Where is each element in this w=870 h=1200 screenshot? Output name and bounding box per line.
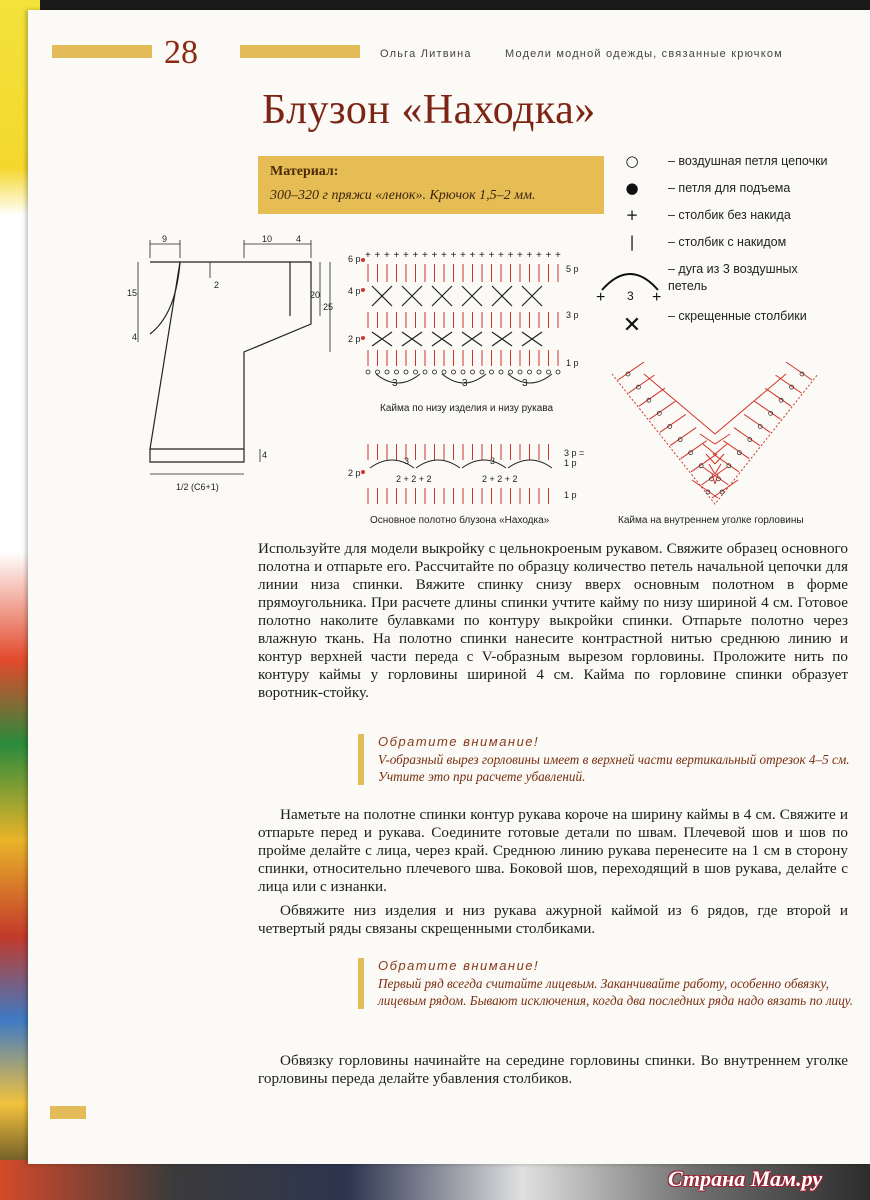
svg-text:3: 3	[404, 456, 410, 466]
svg-text:+: +	[652, 289, 662, 306]
dc-stitch	[700, 434, 715, 444]
turning-dot	[361, 288, 365, 292]
arc-chain	[416, 460, 460, 468]
chain-stitch	[423, 370, 427, 374]
svg-text:2 + 2 + 2: 2 + 2 + 2	[396, 474, 432, 484]
cross-stitch	[432, 286, 452, 306]
cross-stitch	[402, 332, 422, 346]
svg-text:3: 3	[490, 456, 496, 466]
cross-stitch	[462, 332, 482, 346]
svg-text:20: 20	[310, 290, 321, 300]
svg-text:15: 15	[127, 288, 138, 298]
cross-stitch	[522, 332, 542, 346]
cross-stitch	[372, 332, 392, 346]
svg-text:4: 4	[262, 450, 268, 460]
footer-bar	[50, 1106, 86, 1119]
plus-stitch: +	[441, 250, 447, 261]
svg-text:2 р: 2 р	[348, 334, 361, 344]
plus-stitch: +	[555, 250, 561, 261]
dc-stitch	[628, 375, 654, 393]
chart-main-fabric	[346, 438, 586, 510]
inner-edge-line	[644, 374, 786, 434]
dc-stitch	[670, 428, 696, 446]
legend-item-arc: – дуга из 3 воздушных петель	[668, 262, 798, 293]
legend-item-chain: ○ – воздушная петля цепочки	[620, 152, 850, 174]
header-bar-right	[240, 45, 360, 58]
cross-stitch	[372, 286, 392, 306]
plus-stitch: +	[374, 250, 381, 261]
pattern-diagram	[126, 234, 338, 500]
svg-text:1/2 (С6+1): 1/2 (С6+1)	[176, 482, 219, 492]
dc-stitch	[618, 362, 644, 380]
dc-stitch	[660, 414, 686, 432]
dc-stitch	[639, 388, 665, 406]
svg-text:2: 2	[214, 280, 220, 290]
chain-stitch	[537, 370, 541, 374]
outer-edge-line	[612, 374, 818, 504]
chain-stitch	[471, 370, 475, 374]
svg-text:3: 3	[627, 289, 634, 303]
plus-stitch: +	[412, 250, 419, 261]
dc-stitch	[776, 375, 802, 393]
plus-stitch: +	[450, 250, 457, 261]
chain-stitch	[490, 370, 494, 374]
plus-stitch: +	[403, 250, 409, 261]
chain-stitch	[518, 370, 522, 374]
legend-item-turning: ● – петля для подъема	[620, 179, 850, 201]
open-circle-icon: ○	[625, 152, 639, 170]
turning-dot	[361, 470, 365, 474]
cross-stitch	[462, 286, 482, 306]
plus-stitch: +	[517, 250, 523, 261]
svg-text:1 р: 1 р	[564, 490, 577, 500]
cross-icon: ✕	[622, 313, 642, 338]
arc-chain	[508, 460, 552, 468]
svg-text:1 р: 1 р	[564, 458, 577, 468]
dc-stitch	[765, 388, 791, 406]
svg-text:3: 3	[392, 378, 398, 389]
plus-stitch: +	[431, 250, 438, 261]
watermark-logo: Страна Мам.ру	[668, 1166, 823, 1191]
note-box-2	[358, 958, 868, 1009]
note-box-1	[358, 734, 868, 785]
chain-stitch	[442, 370, 446, 374]
chain-stitch	[414, 370, 418, 374]
svg-text:2 р: 2 р	[348, 468, 361, 478]
chart-edge-border	[346, 246, 586, 396]
dc-stitch	[734, 428, 760, 446]
plus-stitch: +	[460, 250, 466, 261]
plus-stitch: +	[498, 250, 504, 261]
dc-stitch	[691, 454, 717, 472]
header-bar-left	[52, 45, 152, 58]
chain-stitch	[509, 370, 513, 374]
material-text: 300–320 г пряжи «ленок». Крючок 1,5–2 мм.	[270, 188, 536, 203]
svg-text:4: 4	[296, 234, 302, 244]
neckline-curve	[150, 262, 180, 334]
header-book-title: Модели модной одежды, связанные крючком	[505, 48, 783, 60]
legend-item-dc: | – столбик с накидом	[620, 233, 850, 255]
chain-stitch	[528, 370, 532, 374]
caption-edge-chart: Кайма по низу изделия и низу рукава	[380, 403, 554, 414]
plus-stitch: +	[365, 250, 371, 261]
svg-text:9: 9	[162, 234, 168, 244]
turning-dot	[361, 258, 365, 262]
dc-stitch	[713, 454, 739, 472]
plus-stitch: +	[393, 250, 400, 261]
chain-stitch	[366, 370, 370, 374]
dc-stitch	[715, 454, 724, 464]
cross-stitch	[492, 286, 512, 306]
svg-text:+: +	[596, 289, 606, 306]
chain-stitch	[376, 370, 380, 374]
plus-stitch: +	[384, 250, 390, 261]
dc-stitch	[786, 362, 812, 380]
svg-text:3 р =: 3 р =	[564, 448, 585, 458]
turning-dot	[361, 336, 365, 340]
cross-stitch	[522, 286, 542, 306]
svg-text:2 + 2 + 2: 2 + 2 + 2	[482, 474, 518, 484]
caption-main-chart: Основное полотно блузона «Находка»	[370, 515, 550, 526]
plus-stitch: +	[469, 250, 476, 261]
plus-stitch: +	[422, 250, 428, 261]
cross-stitch	[432, 332, 452, 346]
material-label: Материал:	[270, 164, 339, 179]
plus-stitch: +	[479, 250, 485, 261]
arc-chain	[462, 460, 506, 468]
svg-text:1 р: 1 р	[566, 358, 579, 368]
page-title: Блузон «Находка»	[262, 87, 596, 133]
chain-stitch	[499, 370, 503, 374]
material-box	[258, 156, 604, 214]
plus-stitch: +	[507, 250, 514, 261]
paragraph-instructions-2: Наметьте на полотне спинки контур рукава короче на ширину каймы в 4 см. Свяжите и отпарьте перед и рукава. Соедините готовые детали по швам. Плечевой шов и шов по пройме делайте с лица, через край. Среднюю линию рукава перенесите на 1 см в сторону спинки, относительно плечевого шва. Боковой шов, переходящий в шов рукава, делайте с лица или с изнанки.	[258, 806, 848, 895]
legend-item-cross: ✕ – скрещенные столбики	[620, 307, 850, 329]
chain-stitch	[433, 370, 437, 374]
svg-text:10: 10	[262, 234, 273, 244]
dc-stitch	[703, 444, 715, 454]
arc-symbol-icon	[590, 262, 670, 308]
arc-chain	[508, 374, 552, 383]
page-number: 28	[164, 34, 198, 71]
cross-stitch	[492, 332, 512, 346]
caption-neck-chart: Кайма на внутреннем уголке горловины	[618, 515, 804, 526]
plus-icon: +	[625, 206, 639, 224]
svg-text:3: 3	[522, 378, 528, 389]
legend-item-sc: + – столбик без накида	[620, 206, 850, 228]
chart-neck-corner	[604, 354, 826, 514]
header-author: Ольга Литвина	[380, 48, 472, 60]
chain-stitch	[452, 370, 456, 374]
arc-chain	[376, 374, 420, 383]
plus-stitch: +	[526, 250, 533, 261]
note-title: Обратите внимание!	[378, 958, 540, 973]
dc-stitch	[706, 454, 715, 464]
note-title: Обратите внимание!	[378, 734, 540, 749]
chain-stitch	[547, 370, 551, 374]
plus-stitch: +	[536, 250, 542, 261]
note-text: Первый ряд всегда считайте лицевым. Заканчивайте работу, особенно обвязку, лицевым рядом. Бывают исключения, когда два последних ряда надо вязать по лицу.	[378, 976, 854, 1008]
dc-stitch	[723, 441, 749, 459]
svg-text:3: 3	[462, 378, 468, 389]
chain-stitch	[404, 370, 408, 374]
dot-icon: ●	[625, 179, 639, 197]
chain-stitch	[480, 370, 484, 374]
svg-text:6 р: 6 р	[348, 254, 361, 264]
bar-icon: |	[629, 233, 635, 251]
chain-stitch	[556, 370, 560, 374]
chain-stitch	[461, 370, 465, 374]
svg-text:25: 25	[323, 302, 334, 312]
dc-stitch	[744, 414, 770, 432]
plus-stitch: +	[488, 250, 495, 261]
chain-stitch	[385, 370, 389, 374]
paragraph-instructions-4: Обвязку горловины начинайте на середине горловины спинки. Во внутреннем уголке горловины переда делайте убавления столбиков.	[258, 1052, 848, 1087]
svg-text:4: 4	[132, 332, 138, 342]
paragraph-instructions-3: Обвяжите низ изделия и низ рукава ажурной каймой из 6 рядов, где второй и четвертый ряды связаны скрещенными столбиками.	[258, 902, 848, 937]
dc-stitch	[649, 401, 675, 419]
paragraph-instructions-1: Используйте для модели выкройку с цельнокроеным рукавом. Свяжите образец основного полотна и отпарьте его. Рассчитайте по образцу количество петель начальной цепочки для линии низа спинки. Вяжите спинку снизу вверх основным полотном в форме прямоугольника. При расчете длины спинки учтите кайму по низу шириной 4 см. Готовое полотно наколите булавками по контуру выкройки спинки. Отпарьте полотно через влажную ткань. На полотно спинки нанесите контрастной нитью среднюю линию и контур верхней части переда с V-образным вырезом горловины. Проложите нить по контуру каймы у горловины шириной 4 см. Кайма по горловине спинки образует воротник-стойку.	[258, 540, 848, 701]
dc-stitch	[715, 444, 727, 454]
plus-stitch: +	[545, 250, 552, 261]
svg-text:3 р: 3 р	[566, 310, 579, 320]
cross-stitch	[402, 286, 422, 306]
dc-stitch	[755, 401, 781, 419]
dc-stitch	[681, 441, 707, 459]
dc-stitch	[715, 434, 730, 444]
svg-text:4 р: 4 р	[348, 286, 361, 296]
note-text: V-образный вырез горловины имеет в верхней части вертикальный отрезок 4–5 см. Учтите это при расчете убавлений.	[378, 752, 850, 784]
chain-stitch	[395, 370, 399, 374]
svg-text:5 р: 5 р	[566, 264, 579, 274]
